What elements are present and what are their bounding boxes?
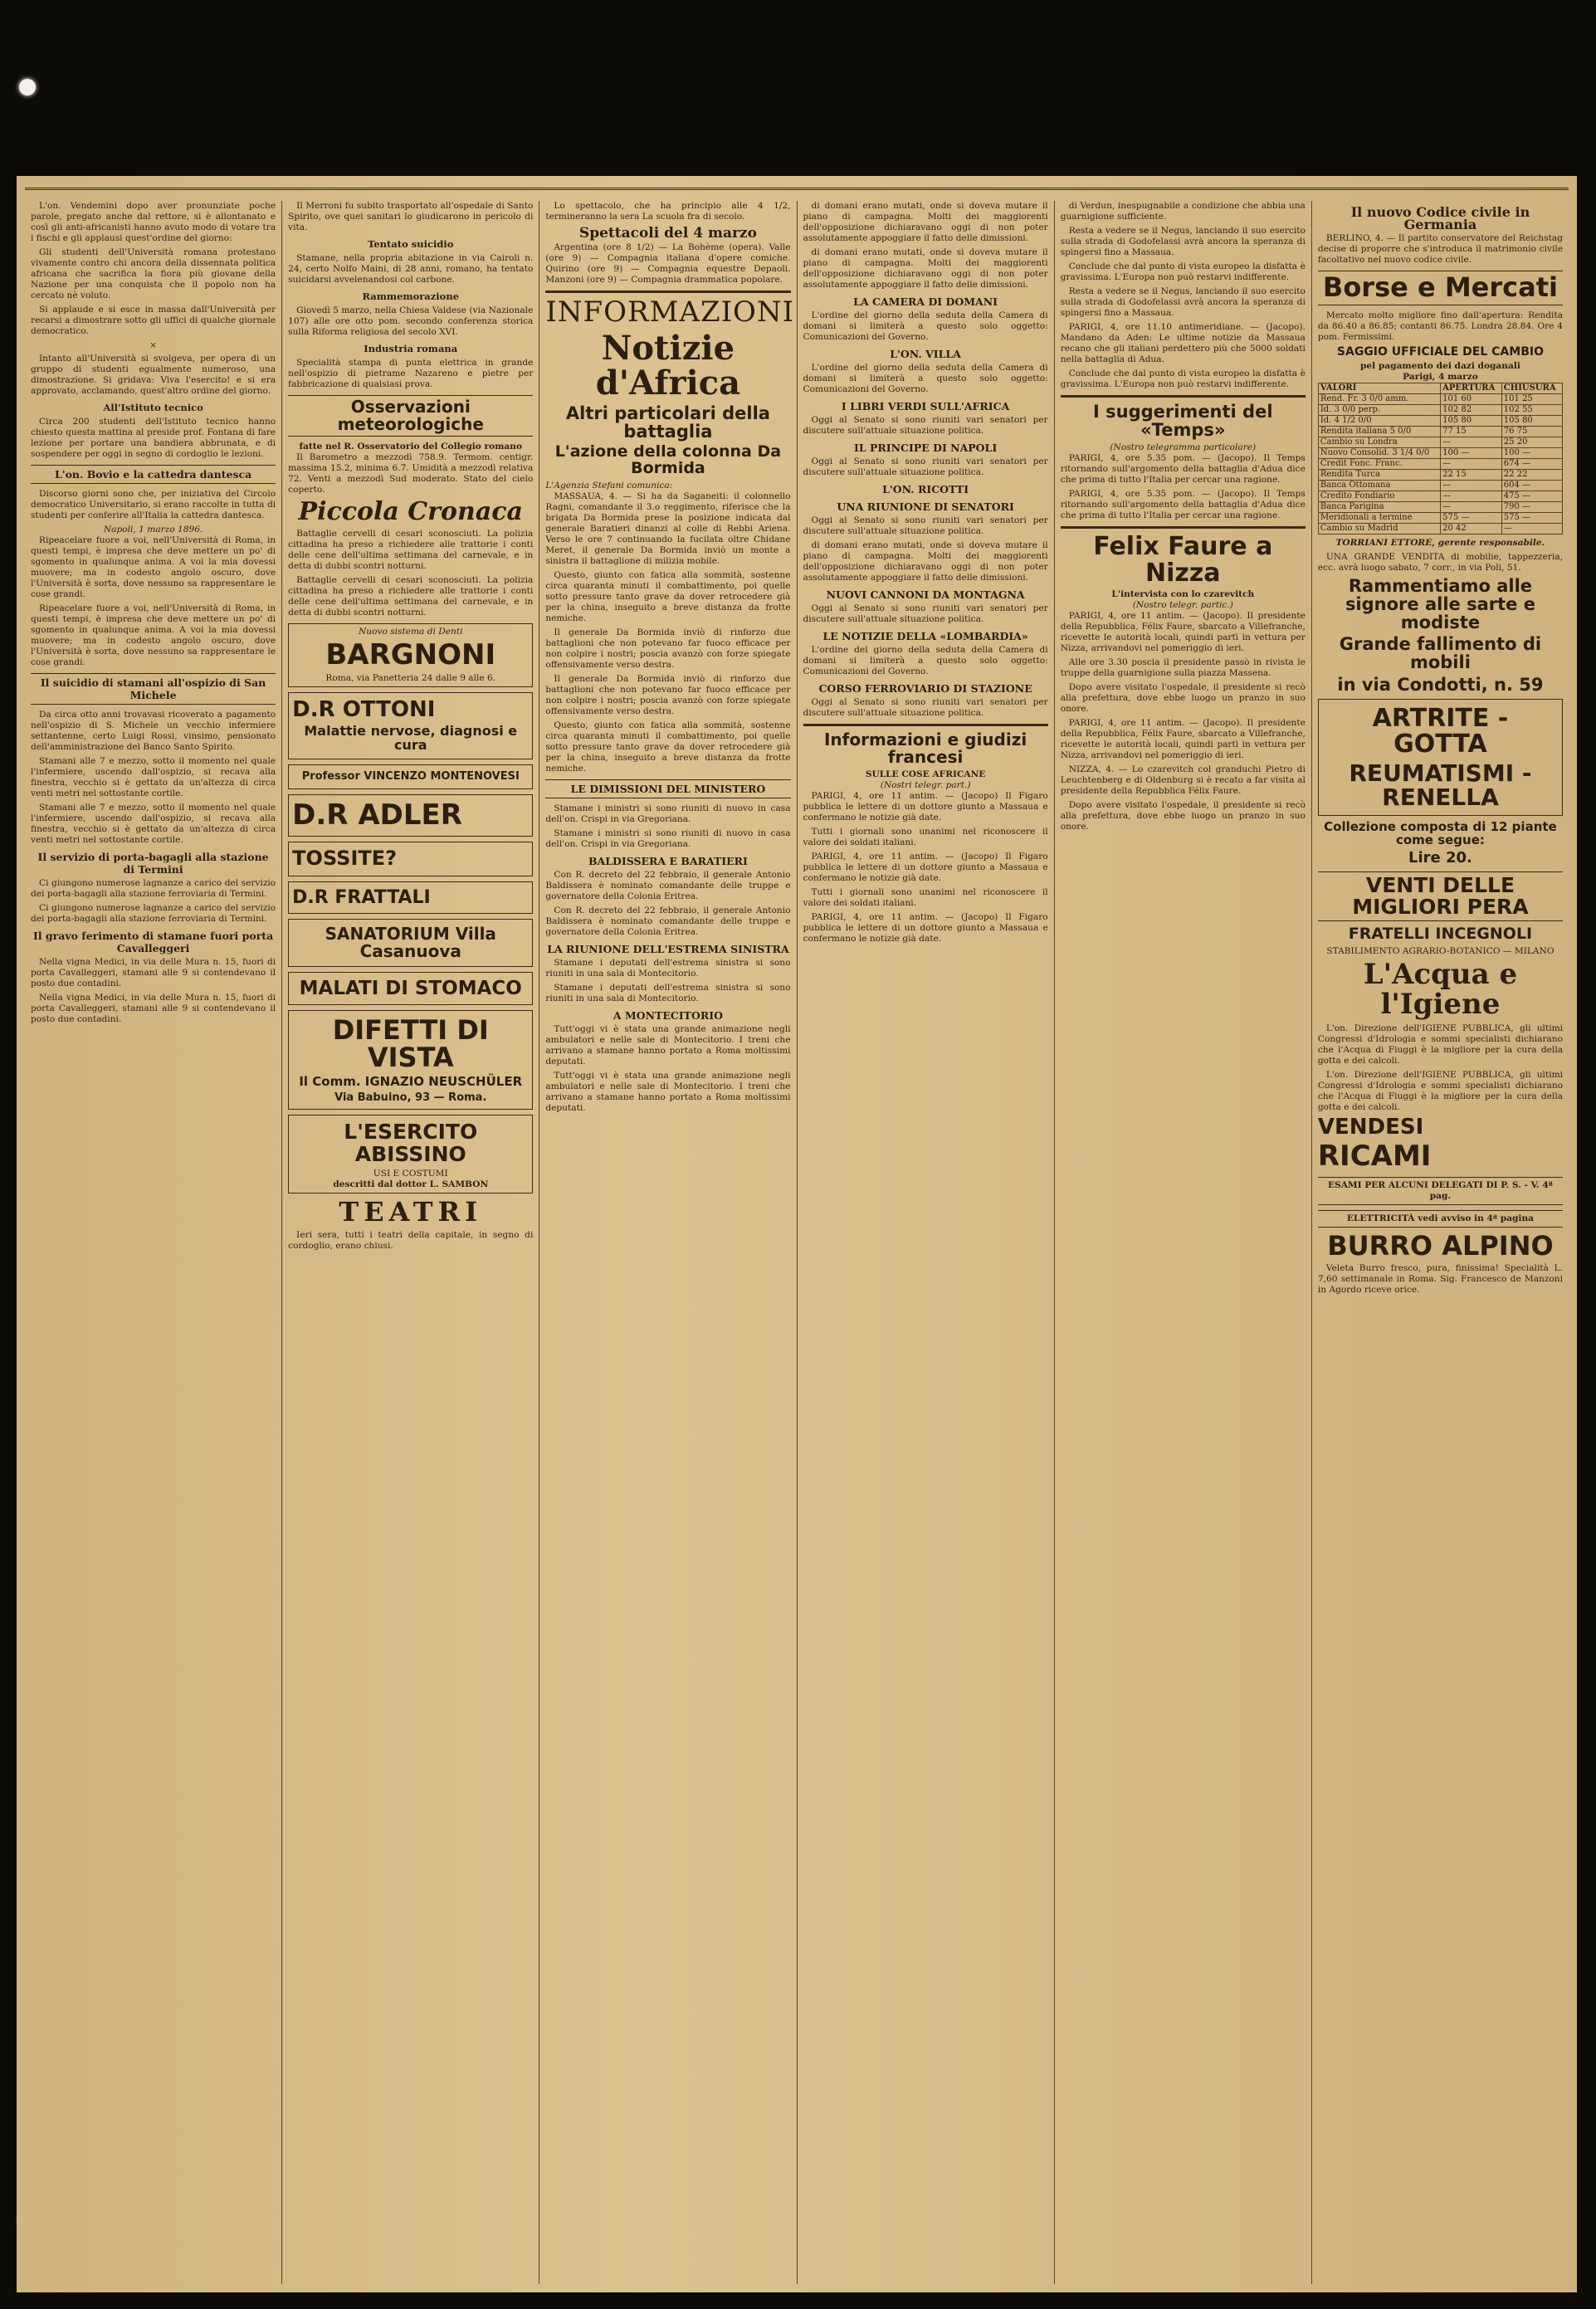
rates-cell: Credito Fondiario [1318, 491, 1440, 502]
borse-title: Borse e Mercati [1318, 271, 1563, 305]
section-heading: L'on. Bovio e la cattedra dantesca [31, 465, 276, 484]
article-text: PARIGI, 4, ore 11 antim. — (Jacopo) Il Figaro pubblica le lettere di un dottore giunto a Massaua e confermano le notizie già date. [803, 852, 1048, 883]
ad-text: L'on. Direzione dell'IGIENE PUBBLICA, gli ultimi Congressi d'Idrologia e sommi specialisti dichiarano che l'Acqua di Fiuggi è la migliore per la cura della gotta e dei calcoli. [1317, 1023, 1564, 1066]
article-text: Oggi al Senato si sono riuniti vari senatori per discutere sull'attuale situazione politica. [803, 603, 1048, 624]
article-text: L'ordine del giorno della seduta della Camera di domani si limiterà a questo solo oggetto: Comunicazioni del Governo. [803, 363, 1048, 394]
divider [1061, 526, 1306, 529]
column-6 [1312, 201, 1569, 2284]
article-text: Lo spettacolo, che ha principio alle 4 1/2, termineranno la sera La scuola fra di secolo. [545, 201, 791, 222]
rates-cell: Id. 4 1/2 0/0 [1318, 416, 1440, 427]
rates-cell: 102 55 [1501, 405, 1562, 416]
rates-cell: 101 25 [1501, 394, 1562, 405]
ad-name: RICAMI [1317, 1139, 1432, 1173]
rates-cell: Cambio su Madrid [1318, 524, 1440, 535]
section-heading: Il gravo ferimento di stamane fuori porta Cavalleggeri [32, 930, 274, 954]
informazioni-title: INFORMAZIONI [545, 295, 795, 329]
rates-cell: — [1441, 502, 1502, 513]
ad-tossite [288, 842, 533, 876]
article-text: Stamani alle 7 e mezzo, sotto il momento nel quale l'infermiere, uscendo dall'ospizio, si recava alla finestra, vecchio si è gettato da un'altezza di circa venti metri nel sottostante cortile. [31, 803, 276, 845]
article-text: Ci giungono numerose lagnanze a carico del servizio dei porta-bagagli alla stazione ferroviaria di Termini. [31, 903, 276, 924]
ad-name: D.R ADLER [292, 798, 462, 832]
rates-cell: 100 — [1501, 448, 1562, 459]
article-text: Dopo avere visitato l'ospedale, il presidente si recò alla prefettura, dove ebbe luogo un pranzo in suo onore. [1060, 800, 1306, 832]
article-text: PARIGI, 4, ore 11 antim. — (Jacopo). Il presidente della Repubblica, Félix Faure, sbarcato a Villefranche, ricevette le autorità locali, quindi partì in vettura per Nizza, arrivandovi nel pomeriggio di ieri. [1060, 718, 1306, 761]
article-text: L'on. Vendemini dopo aver pronunziate poche parole, pregato anche dal rettore, si è allontanato e così gli anti-africanisti hanno avuto modo di votare tra i fischi e gli applausi quest'ordine del giorno: [31, 201, 276, 243]
rates-row [1318, 502, 1562, 513]
rates-header-cell: CHIUSURA [1501, 383, 1562, 394]
ad-subtitle: USI E COSTUMI [373, 1168, 448, 1179]
rates-cell: Rend. Fr. 3 0/0 amm. [1318, 394, 1440, 405]
article-text: PARIGI, 4, ore 11 antim. — (Jacopo) Il Figaro pubblica le lettere di un dottore giunto a Massaua e confermano le notizie già date. [803, 791, 1048, 823]
article-text: NIZZA, 4. — Lo czarevitch col granduchi Pietro di Leuchtenberg e di Oldenburg si è recato a far visita al presidente della Repubblica Félix Faure. [1060, 764, 1306, 797]
article-text: Oggi al Senato si sono riuniti vari senatori per discutere sull'attuale situazione politica. [803, 697, 1048, 718]
ad-name: D.R OTTONI [292, 697, 436, 723]
ad-esercito [288, 1115, 533, 1194]
rates-cell: Cambio su Londra [1318, 437, 1440, 448]
article-text: di domani erano mutati, onde si doveva mutare il piano di campagna. Molti dei maggiorenti dell'opposizione dichiaravano oggi di non poter assolutamente appoggiare il fatto delle dimissioni. [803, 247, 1048, 290]
rates-cell: 22 15 [1441, 470, 1502, 481]
rates-cell: 475 — [1501, 491, 1562, 502]
ad-name: L'ESERCITO ABISSINO [344, 1120, 478, 1166]
ad-notice: ELETTRICITÀ vedi avviso in 4ª pagina [1318, 1210, 1563, 1228]
rates-cell: 575 — [1441, 513, 1502, 524]
ad-name: BURRO ALPINO [1327, 1229, 1554, 1262]
headline-note: (Nostri telegr. part.) [880, 780, 971, 790]
section-heading: Il servizio di porta-bagagli alla stazione di Termini [37, 851, 269, 876]
ad-author: descritti dal dottor L. SAMBON [333, 1179, 489, 1189]
rates-cell: Rendita Turca [1318, 470, 1440, 481]
ad-headline: VENTI DELLE MIGLIORI PERA [1318, 871, 1563, 922]
section-subheading: pel pagamento dei dazi doganali [1359, 361, 1520, 372]
ad-montenovesi [288, 764, 533, 789]
ad-headline: in via Condotti, n. 59 [1337, 674, 1544, 695]
headline: Informazioni e giudizi francesi [823, 730, 1027, 767]
teatri-title: TEATRI [339, 1195, 483, 1228]
theatre-list: Argentina (ore 8 1/2) — La Bohème (opera). Valle (ore 9) — Compagnia italiana d'opere comiche. Quirino (ore 9) — Compagnia equestre Depaoli. Manzoni (ore 9) — Compagnia drammatica popolare. [545, 242, 791, 285]
article-text: Alle ore 3.30 poscia il presidente passò in rivista le truppe della guarnigione sulla piazza Massena. [1060, 657, 1306, 679]
section-heading: LA RIUNIONE DELL'ESTREMA SINISTRA [547, 942, 789, 955]
section-heading: LE NOTIZIE DELLA «LOMBARDIA» [822, 630, 1028, 642]
ad-name: ARTRITE - GOTTA [1372, 703, 1509, 759]
article-text: Giovedì 5 marzo, nella Chiesa Valdese (via Nazionale 107) alle ore otto pom. secondo conferenza storica sulla Riforma religiosa del secolo XVI. [288, 305, 534, 337]
article-text: Il Merroni fu subito trasportato all'ospedale di Santo Spirito, ove quei sanitari lo giudicarono in pericolo di vita. [288, 201, 534, 232]
ad-name: BARGNONI [325, 637, 496, 671]
rates-cell: Banca Parigina [1318, 502, 1440, 513]
section-heading: BALDISSERA E BARATIERI [588, 854, 748, 867]
punch-hole-top [19, 79, 36, 95]
article-text: di Verdun, inespugnabile a condizione che abbia una guarnigione sufficiente. [1060, 201, 1306, 222]
rates-cell: — [1441, 491, 1502, 502]
weather-title: Osservazioni meteorologiche [288, 395, 533, 437]
article-text: Il generale Da Bormida inviò di rinforzo due battaglioni che non potevano far fuoco efficace per non colpire i nostri; poscia avanzò con forze spiegate offensivamente verso destra. [545, 673, 791, 716]
headline: Altri particolari della battaglia [565, 403, 770, 442]
rates-row [1318, 427, 1562, 437]
section-heading: Spettacoli del 4 marzo [578, 225, 757, 242]
article-text: Con R. decreto del 22 febbraio, il generale Antonio Baldissera è nominato comandante delle truppe e governatore della Colonia Eritrea. [545, 869, 791, 901]
section-heading: UNA RIUNIONE DI SENATORI [837, 500, 1014, 513]
article-text: Conclude che dal punto di vista europeo la disfatta è gravissima. L'Europa non può restarvi indifferente. [1060, 261, 1306, 282]
rates-cell: 100 — [1441, 448, 1502, 459]
rates-cell: — [1441, 459, 1502, 470]
ad-address: Via Babuino, 93 — Roma. [334, 1091, 487, 1104]
article-text: Specialità stampa di punta elettrica in grande nell'ospizio di pietrame Nazareno e pietre per fabbricazione di qualsiasi prova. [288, 358, 534, 389]
ad-sanatorium [288, 919, 533, 967]
ad-name: SANATORIUM Villa Casanuova [325, 923, 496, 961]
ad-name: MALATI DI STOMACO [299, 977, 522, 999]
rates-cell: 105 80 [1441, 416, 1502, 427]
ad-text: L'on. Direzione dell'IGIENE PUBBLICA, gli ultimi Congressi d'Idrologia e sommi specialisti dichiarano che l'Acqua di Fiuggi è la migliore per la cura della gotta e dei calcoli. [1317, 1069, 1564, 1112]
section-heading: L'ON. RICOTTI [882, 483, 969, 495]
rates-cell: 604 — [1501, 481, 1562, 491]
article-text: di domani erano mutati, onde si doveva mutare il piano di campagna. Molti dei maggiorenti dell'opposizione dichiaravano oggi di non poter assolutamente appoggiare il fatto delle dimissioni. [803, 201, 1048, 243]
section-heading: A MONTECITORIO [613, 1008, 723, 1022]
section-heading: L'ON. VILLA [890, 348, 961, 360]
divider [545, 290, 790, 293]
headline: L'azione della colonna Da Bormida [554, 442, 782, 477]
ad-address: Roma, via Panetteria 24 dalle 9 alle 6. [325, 673, 496, 684]
ad-headline: Collezione composta di 12 piante come segue: [1324, 819, 1557, 848]
rates-row [1318, 437, 1562, 448]
section-heading: CORSO FERROVIARIO DI STAZIONE [818, 682, 1032, 695]
article-text: L'ordine del giorno della seduta della Camera di domani si limiterà a questo solo oggetto: Comunicazioni del Governo. [803, 645, 1048, 676]
article-text: Tutti i giornali sono unanimi nel riconoscere il valore dei soldati italiani. [803, 887, 1048, 908]
rates-cell: Banca Ottomana [1318, 481, 1440, 491]
article-text: Tutti i giornali sono unanimi nel riconoscere il valore dei soldati italiani. [803, 827, 1048, 847]
article-text: Stamane i ministri si sono riuniti di nuovo in casa dell'on. Crispi in via Gregoriana. [545, 827, 791, 849]
newspaper-page [17, 176, 1577, 2292]
rates-cell: — [1501, 524, 1562, 535]
section-heading: IL PRINCIPE DI NAPOLI [853, 442, 998, 454]
article-text: L'ordine del giorno della seduta della Camera di domani si limiterà a questo solo oggetto: Comunicazioni del Governo. [803, 310, 1048, 342]
article-text: Circa 200 studenti dell'Istituto tecnico hanno chiesto questa mattina al preside prof. Fontana di fare lezione per portare una bandiera abbrunata, e di sospendere per oggi in segno di cordoglio le lezioni. [31, 417, 276, 459]
ad-text: Veleta Burro fresco, pura, finissima! Specialità L. 7,60 settimanale in Roma. Sig. Francesco de Manzoni in Agordo riceve orice. [1317, 1263, 1564, 1296]
ad-name: VENDESI [1317, 1114, 1424, 1140]
rates-header-cell: APERTURA [1441, 383, 1502, 394]
article-text: Ci giungono numerose lagnanze a carico del servizio dei porta-bagagli alla stazione ferroviaria di Termini. [31, 878, 276, 899]
article-text: Dopo avere visitato l'ospedale, il presidente si recò alla prefettura, dove ebbe luogo un pranzo in suo onore. [1060, 682, 1306, 715]
rates-cell: — [1441, 437, 1502, 448]
top-rule [25, 188, 1569, 190]
article-text: Ripeacelare fuore a voi, nell'Università di Roma, in questi tempi, è impresa che deve mettere un po' di sgomento in qualunque anima. A voi la mia dovessi muovere; ma in codesto angolo oscuro, dove l'Università è sorta, dove nessuno sa rappresentare le cose grandi. [31, 535, 276, 599]
article-text: BERLINO, 4. — Il partito conservatore del Reichstag decise di proporre che s'introduca il matrimonio civile facoltativo nel nuovo codice civile. [1317, 233, 1564, 265]
section-heading: Rammemorazione [362, 290, 460, 302]
article-text: Tutt'oggi vi è stata una grande animazione negli ambulatori e nelle sale di Montecitorio. I treni che arrivano a stamane hanno portato a Roma moltissimi deputati. [545, 1023, 791, 1067]
ad-denti [288, 623, 533, 688]
separator: × [149, 340, 158, 350]
section-heading: NUOVI CANNONI DA MONTAGNA [826, 588, 1025, 601]
column-4 [798, 201, 1055, 2284]
ad-name: REUMATISMI - RENELLA [1349, 759, 1532, 811]
rates-header-cell: VALORI [1318, 383, 1440, 394]
headline-sub: (Nostro telegramma particolare) [1110, 442, 1257, 453]
ad-name: FRATELLI INCEGNOLI [1348, 925, 1533, 944]
rates-cell: — [1441, 481, 1502, 491]
section-heading: SAGGIO UFFICIALE DEL CAMBIO [1336, 344, 1544, 359]
article-text: Tutt'oggi vi è stata una grande animazione negli ambulatori e nelle sale di Montecitorio. I treni che arrivano a stamane hanno portato a Roma moltissimi deputati. [545, 1070, 791, 1113]
ad-headline: L'Acqua e l'Igiene [1363, 958, 1518, 1021]
rates-row [1318, 491, 1562, 502]
section-heading: Il suicidio di stamani all'ospizio di San Michele [31, 673, 276, 705]
rates-cell: 102 82 [1441, 405, 1502, 416]
article-text: Resta a vedere se il Negus, lanciando il suo esercito sulla strada di Godofelassi avrà ancora la speranza di spingersi fino a Massaua. [1060, 226, 1306, 257]
article-text: Con R. decreto del 22 febbraio, il generale Antonio Baldissera è nominato comandante delle truppe e governatore della Colonia Eritrea. [545, 905, 791, 937]
article-text: Ripeacelare fuore a voi, nell'Università di Roma, in questi tempi, è impresa che deve mettere un po' di sgomento in qualunque anima. A voi la mia dovessi muovere; ma in codesto angolo oscuro, dove l'Università è sorta, dove nessuno sa rappresentare le cose grandi. [31, 603, 276, 667]
article-text: Nella vigna Medici, in via delle Mura n. 15, fuori di porta Cavalleggeri, stamani alle 9 si contendevano il posto due contadini. [31, 993, 276, 1024]
headline-sub: L'intervista con lo czarevitch [1111, 589, 1255, 600]
rates-row [1318, 394, 1562, 405]
ad-name: D.R FRATTALI [292, 886, 431, 908]
rates-cell: Credit Fonc. Franc. [1318, 459, 1440, 470]
ad-difetti [288, 1010, 533, 1111]
rates-row [1318, 481, 1562, 491]
ad-notice: ESAMI PER ALCUNI DELEGATI DI P. S. - V. 4ª pag. [1318, 1177, 1563, 1205]
piccola-cronaca-title: Piccola Cronaca [298, 497, 523, 526]
gerente-line: TORRIANI ETTORE, gerente responsabile. [1335, 538, 1545, 549]
article-text: di domani erano mutati, onde si doveva mutare il piano di campagna. Molti dei maggiorenti dell'opposizione dichiaravano oggi di non poter assolutamente appoggiare il fatto delle dimissioni. [803, 540, 1048, 583]
section-heading: All'Istituto tecnico [103, 402, 203, 413]
rates-row [1318, 524, 1562, 535]
headline: Felix Faure a Nizza [1093, 532, 1273, 588]
ad-adler [288, 794, 533, 837]
rates-cell: 76 75 [1501, 427, 1562, 437]
ad-subtitle: STABILIMENTO AGRARIO-BOTANICO — MILANO [1326, 946, 1555, 957]
divider [803, 724, 1048, 726]
article-text: Oggi al Senato si sono riuniti vari senatori per discutere sull'attuale situazione politica. [803, 415, 1048, 436]
rates-row [1318, 416, 1562, 427]
rates-row [1318, 459, 1562, 470]
article-text: PARIGI, 4, ore 11 antim. — (Jacopo). Il presidente della Repubblica, Félix Faure, sbarcato a Villefranche, ricevette le autorità locali, quindi partì in vettura per Nizza, arrivandovi nel pomeriggio di ieri. [1060, 611, 1306, 654]
article-text: Da circa otto anni trovavasi ricoverato a pagamento nell'ospizio di S. Michele un vecchio infermiere settantenne, certo Luigi Rossi, vinsimo, pensionato dell'amministrazione del Banco Santo Spirito. [31, 710, 276, 752]
column-3 [539, 201, 797, 2284]
article-text: Battaglie cervelli di cesari sconosciuti. La polizia cittadina ha preso a richiedere alle trattorie i conti delle cene dell'ultima settimana del carnevale, e in detta di dubbi scontri notturni. [288, 574, 534, 618]
article-text: Gli studenti dell'Università romana protestano vivamente contro chi ancora della dissennata politica africana che sacrifica la fiora più giovane della Nazione per una conquista che il popolo non ha cercato nè voluto. [31, 247, 276, 300]
article-text: Oggi al Senato si sono riuniti vari senatori per discutere sull'attuale situazione politica. [803, 456, 1048, 477]
notizie-africa-title: Notizie d'Africa [595, 328, 741, 403]
article-text: Stamane i deputati dell'estrema sinistra si sono riuniti in una sala di Montecitorio. [545, 982, 791, 1003]
rates-cell: 77 15 [1441, 427, 1502, 437]
weather-text: Il Barometro a mezzodì 758.9. Termom. centigr. massima 15.2, minima 6.7. Umidità a mezzodì relativa 72. Venti a mezzodì Sud moderato. Stato del cielo coperto. [288, 452, 534, 495]
rates-cell: 790 — [1501, 502, 1562, 513]
article-text: Nella vigna Medici, in via delle Mura n. 15, fuori di porta Cavalleggeri, stamani alle 9 si contendevano il posto due contadini. [31, 957, 276, 989]
article-text: Discorso giorni sono che, per iniziativa del Circolo democratico Universitario, si erano raccolte in tutta di studenti per conferire all'Italia la cattedra dantesca. [31, 489, 276, 520]
article-text: Battaglie cervelli di cesari sconosciuti. La polizia cittadina ha preso a richiedere alle trattorie i conti delle cene dell'ultima settimana del carnevale, e in detta di dubbi scontri notturni. [288, 528, 534, 571]
ad-name: TOSSITE? [292, 847, 398, 871]
article-text: PARIGI, 4, ore 5.35 pom. — (Jacopo). Il Temps ritornando sull'argomento della battaglia d'Adua dice che prima di tutto l'Italia per cercar una ragione. [1060, 489, 1306, 521]
article-text: Il generale Da Bormida inviò di rinforzo due battaglioni che non potevano far fuoco efficace per non colpire i nostri; poscia avanzò con forze spiegate offensivamente verso destra. [545, 627, 791, 670]
column-5 [1055, 201, 1312, 2284]
dateline: Napoli, 1 marzo 1896. [103, 525, 203, 535]
ad-price: Lire 20. [1408, 848, 1472, 866]
headline-sub: SULLE COSE AFRICANE [865, 769, 986, 779]
section-heading: LA CAMERA DI DOMANI [853, 295, 998, 308]
article-text: Stamane i ministri si sono riuniti di nuovo in casa dell'on. Crispi in via Gregoriana. [545, 803, 791, 824]
column-1 [25, 201, 282, 2284]
rates-row [1318, 448, 1562, 459]
weather-subtitle: fatte nel R. Osservatorio del Collegio romano [299, 442, 523, 452]
article-text: PARIGI, 4, ore 11 antim. — (Jacopo) Il Figaro pubblica le lettere di un dottore giunto a Massaua e confermano le notizie già date. [803, 912, 1048, 944]
article-text: MASSAUA, 4. — Si ha da Saganeiti: il colonnello Ragni, comandante il 3.o reggimento, riferisce che la brigata Da Bormida prese la posizione indicata dal generale Baratieri dinanzi al colle di Rebbi Ariena. Verso le ore 7 continuando la fucilata oltre Chidane Meret, il generale Da Bormida inviò un monte a sinistra il battaglione di milizia mobile. [545, 491, 791, 566]
article-text: Conclude che dal punto di vista europeo la disfatta è gravissima. L'Europa non può restarvi indifferente. [1060, 369, 1306, 389]
rates-cell: 22 22 [1501, 470, 1562, 481]
rates-cell: 101 60 [1441, 394, 1502, 405]
ad-text: UNA GRANDE VENDITA di mobilie, tappezzeria, ecc. avrà luogo sabato, 7 corr., in via Poli, 51. [1317, 552, 1564, 574]
section-heading: Tentato suicidio [368, 238, 454, 250]
section-heading: I LIBRI VERDI SULL'AFRICA [841, 400, 1010, 412]
headline-note: (Nostro telegr. partic.) [1132, 600, 1233, 611]
article-text: Questo, giunto con fatica alla sommità, sostenne circa quaranta minuti il combattimento, poi quelle sotto pressure tanto grave da dover retrocedere già per la china, inseguito a breve distanza da frotte nemiche. [545, 720, 791, 774]
article-text: Oggi al Senato si sono riuniti vari senatori per discutere sull'attuale situazione politica. [803, 515, 1048, 536]
article-text: Stamane, nella propria abitazione in via Cairoli n. 24, certo Nolfo Maini, di 28 anni, romano, ha tentato suicidarsi avvelenandosi col carbone. [288, 253, 534, 285]
columns [25, 201, 1569, 2284]
article-text: Stamane i deputati dell'estrema sinistra si sono riuniti in una sala di Montecitorio. [545, 957, 791, 979]
article-text: PARIGI, 4, ore 5.35 pom. — (Jacopo). Il Temps ritornando sull'argomento della battaglia d'Adua dice che prima di tutto l'Italia per cercar una ragione. [1060, 453, 1306, 486]
section-subheading: Parigi, 4 marzo [1403, 372, 1478, 383]
ad-headline: Rammentiamo alle signore alle sarte e modiste [1345, 576, 1535, 633]
rates-row [1318, 405, 1562, 416]
divider [1061, 395, 1306, 398]
rates-cell: Meridionali a termine [1318, 513, 1440, 524]
rates-cell: Nuovo Consolid. 3 1/4 0/0 [1318, 448, 1440, 459]
ad-name: Professor VINCENZO MONTENOVESI [301, 770, 520, 783]
headline: Il nuovo Codice civile in Germania [1350, 204, 1530, 232]
ad-subtitle: Malattie nervose, diagnosi e cura [304, 723, 518, 754]
ad-title: Nuovo sistema di Denti [359, 626, 463, 637]
article-text: Resta a vedere se il Negus, lanciando il suo esercito sulla strada di Godofelassi avrà ancora la speranza di spingersi fino a Massaua. [1060, 286, 1306, 318]
article-text: Si applaude e si esce in massa dall'Università per recarsi a dimostrare sotto gli uffici di qualche giornale democratico. [31, 305, 276, 336]
article-text: Questo, giunto con fatica alla sommità, sostenne circa quaranta minuti il combattimento, poi quelle sotto pressure tanto grave da dover retrocedere già per la china, inseguito a breve distanza da frotte nemiche. [545, 569, 791, 623]
article-text: Ieri sera, tutti i teatri della capitale, in segno di cordoglio, erano chiusi. [288, 1229, 534, 1251]
rates-table [1318, 383, 1563, 535]
headline: I suggerimenti del «Temps» [1093, 402, 1273, 441]
rates-cell: 20 42 [1441, 524, 1502, 535]
ad-stomaco [288, 972, 533, 1005]
rates-row [1318, 470, 1562, 481]
rates-cell: 25 20 [1501, 437, 1562, 448]
article-text: PARIGI, 4, ore 11.10 antimeridiane. — (Jacopo). Mandano da Aden: Le ultime notizie da Massaua recano che gli italiani perdettero più che 5000 soldati nella battaglia di Adua. [1060, 322, 1306, 364]
dateline: L'Agenzia Stefani comunica: [545, 480, 673, 491]
article-text: Intanto all'Università si svolgeva, per opera di un gruppo di studenti egualmente numeroso, una dimostrazione. Si gridava: Viva l'esercito! e si era approvato, acclamando, quest'altro ordine del giorno. [31, 354, 276, 396]
article-text: Stamani alle 7 e mezzo, sotto il momento nel quale l'infermiere, uscendo dall'ospizio, si recava alla finestra, vecchio si è gettato da un'altezza di circa venti metri nel sottostante cortile. [31, 756, 276, 798]
rates-cell: 105 80 [1501, 416, 1562, 427]
ad-artrite [1318, 699, 1563, 817]
rates-cell: Rendita italiana 5 0/0 [1318, 427, 1440, 437]
rates-cell: Id. 3 0/0 perp. [1318, 405, 1440, 416]
article-text: Mercato molto migliore fino dall'apertura: Rendita da 86.40 a 86.85; contanti 86.75. Londra 28.84. Ore 4 pom. Fermissimi. [1317, 310, 1564, 342]
ad-ottoni [288, 692, 533, 759]
ad-name: DIFETTI DI VISTA [332, 1013, 489, 1074]
ad-subtitle: Il Comm. IGNAZIO NEUSCHÜLER [299, 1074, 523, 1090]
rates-cell: 575 — [1501, 513, 1562, 524]
ad-frattali [288, 881, 533, 914]
section-heading: LE DIMISSIONI DEL MINISTERO [545, 779, 790, 798]
column-2 [282, 201, 539, 2284]
rates-cell: 674 — [1501, 459, 1562, 470]
section-heading: Industria romana [364, 343, 458, 354]
rates-row [1318, 513, 1562, 524]
ad-headline: Grande fallimento di mobili [1339, 634, 1542, 673]
